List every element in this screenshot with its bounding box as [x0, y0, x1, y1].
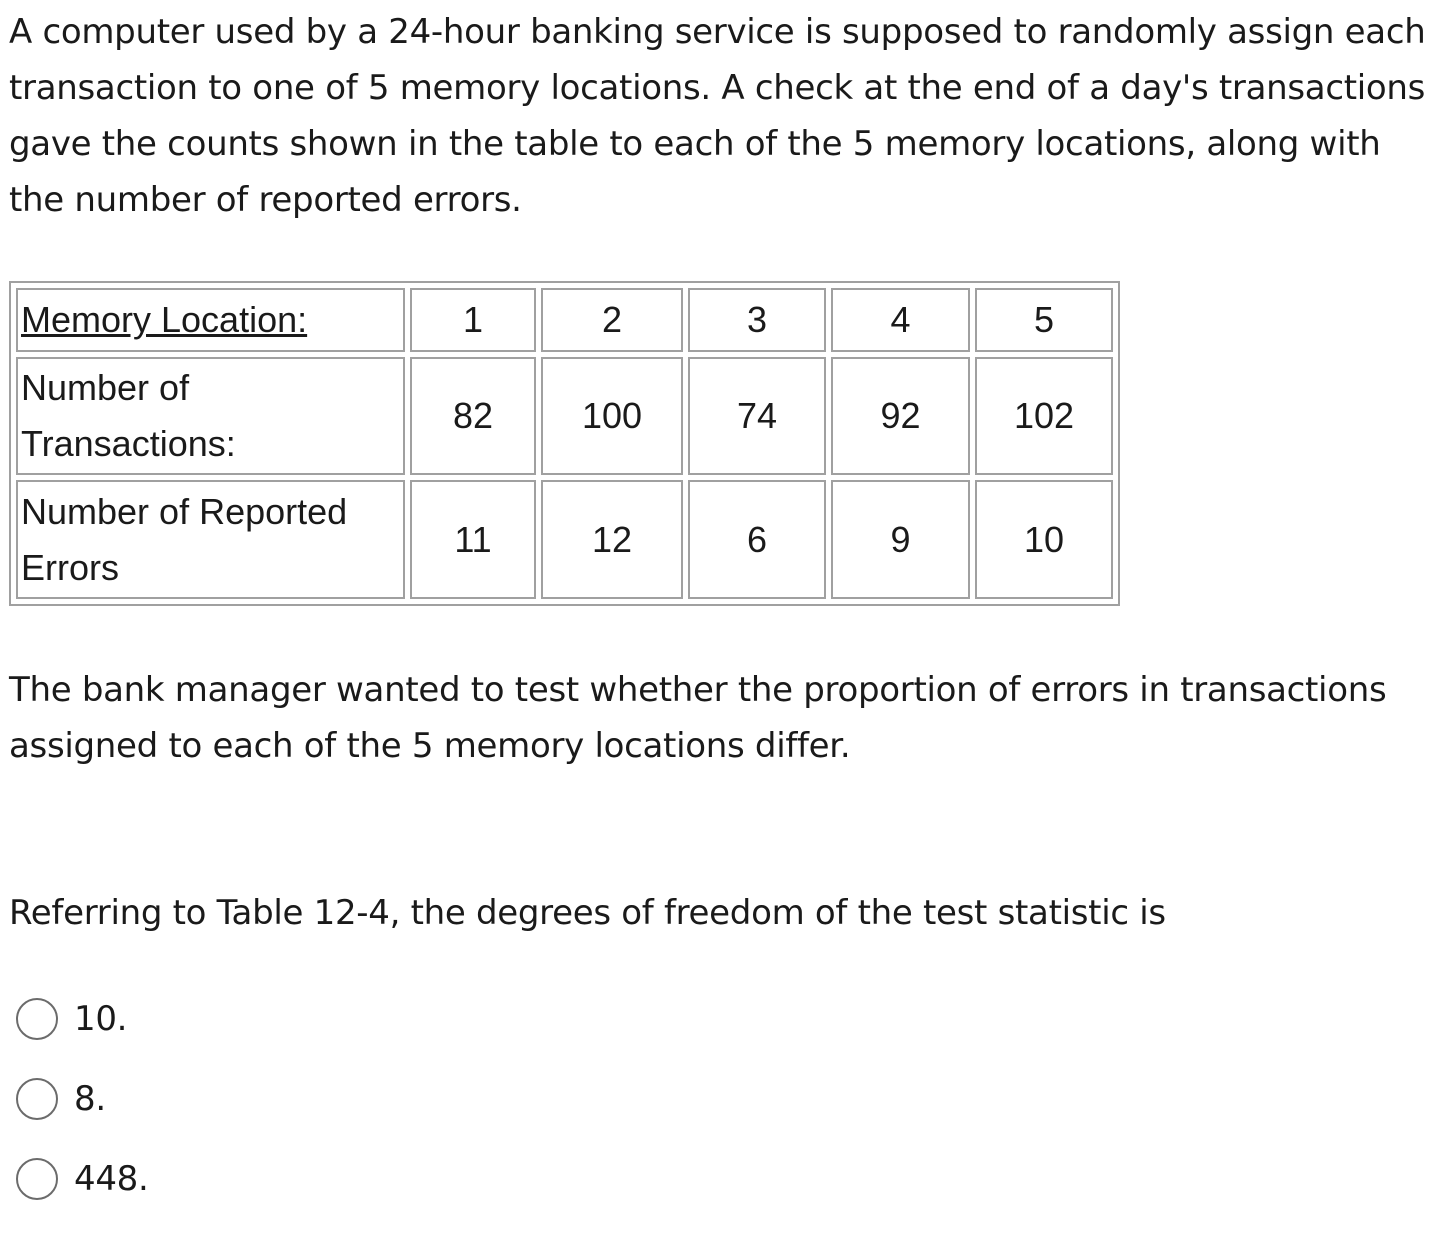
- location-cell: 3: [688, 288, 826, 352]
- answer-options: [16, 995, 149, 1235]
- location-cell: 1: [410, 288, 536, 352]
- manager-text: The bank manager wanted to test whether the proportion of errors in transactions assigned to each of the 5 memory locations differ.: [9, 670, 1387, 766]
- table-cell: 74: [688, 357, 826, 475]
- table-cell: 100: [541, 357, 683, 475]
- location-cell: 5: [975, 288, 1113, 352]
- option-label[interactable]: 8.: [74, 1079, 106, 1119]
- radio-button[interactable]: [16, 1158, 58, 1200]
- radio-button[interactable]: [16, 1078, 58, 1120]
- answer-option[interactable]: [16, 1155, 149, 1203]
- memory-location-label: Memory Location:: [21, 299, 308, 340]
- location-cell: 2: [541, 288, 683, 352]
- table-cell: 6: [688, 480, 826, 599]
- table-header-row: [16, 288, 1113, 352]
- table-cell: 82: [410, 357, 536, 475]
- table-cell: 10: [975, 480, 1113, 599]
- row-label: Number of Transactions:: [16, 357, 405, 475]
- table-row: [16, 357, 1113, 475]
- table-cell: 92: [831, 357, 970, 475]
- question-prompt: Referring to Table 12-4, the degrees of freedom of the test statistic is: [9, 893, 1166, 933]
- option-label[interactable]: 10.: [74, 999, 128, 1039]
- radio-button[interactable]: [16, 998, 58, 1040]
- table-header-label: [16, 288, 405, 352]
- data-table: [9, 281, 1120, 606]
- table-cell: 12: [541, 480, 683, 599]
- data-table-container: [9, 281, 1120, 606]
- question-intro: A computer used by a 24-hour banking service is supposed to randomly assign each transaction to one of 5 memory locations. A check at the end of a day's transactions gave the counts shown in the table to each of the 5 memory locations, along with the number of reported errors.: [9, 12, 1426, 220]
- answer-option[interactable]: [16, 995, 149, 1043]
- option-label[interactable]: 448.: [74, 1159, 149, 1199]
- table-cell: 11: [410, 480, 536, 599]
- table-cell: 102: [975, 357, 1113, 475]
- location-cell: 4: [831, 288, 970, 352]
- row-label: Number of Reported Errors: [16, 480, 405, 599]
- table-cell: 9: [831, 480, 970, 599]
- answer-option[interactable]: [16, 1075, 149, 1123]
- table-row: [16, 480, 1113, 599]
